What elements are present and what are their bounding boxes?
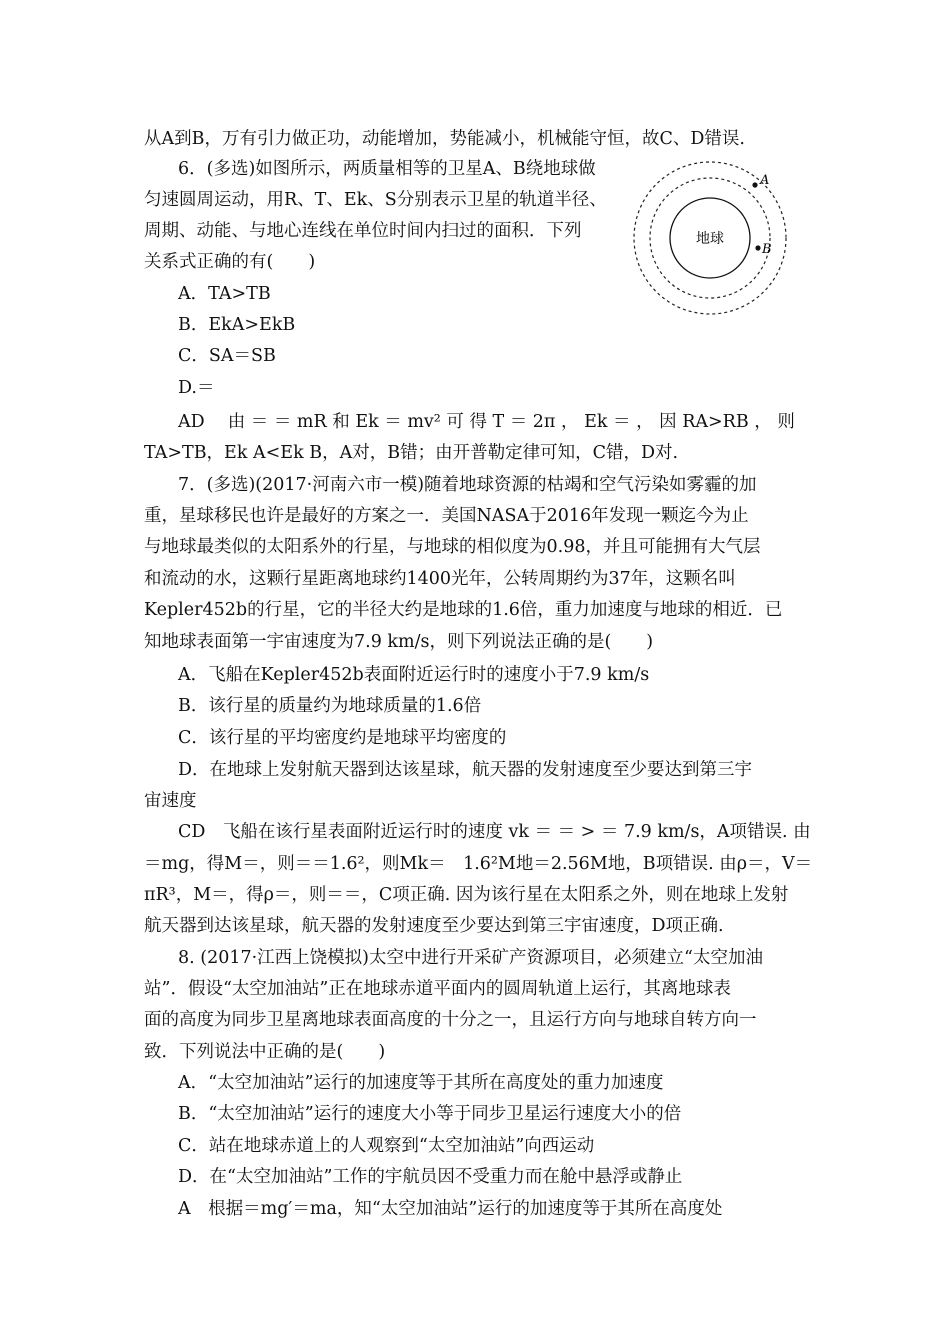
text-line: 与地球最类似的太阳系外的行星，与地球的相似度为0.98，并且可能拥有大气层: [144, 537, 761, 557]
text-line: Kepler452b的行星，它的半径大约是地球的1.6倍，重力加速度与地球的相近．已: [144, 600, 783, 620]
option-a: A．“太空加油站”运行的加速度等于其所在高度处的重力加速度: [178, 1073, 664, 1093]
text-line: 和流动的水，这颗行星距离地球约1400光年，公转周期约为37年，这颗名叫: [144, 569, 736, 589]
text-line: 知地球表面第一宇宙速度为7.9 km/s，则下列说法正确的是( ): [144, 632, 654, 652]
option-b: B．EkA>EkB: [178, 315, 296, 335]
text-line: TA>TB，Ek A<Ek B，A对，B错；由开普勒定律可知，C错，D对.: [144, 443, 679, 463]
option-a: A．飞船在Kepler452b表面附近运行时的速度小于7.9 km/s: [178, 665, 650, 685]
text-line: 从A到B，万有引力做正功，动能增加，势能减小，机械能守恒，故C、D错误.: [144, 129, 745, 149]
text-line: ＝mg，得M＝，则＝＝1.6²，则Mk＝ 1.6²M地＝2.56M地，B项错误. 由ρ＝，V＝: [144, 854, 813, 874]
text-line: 站”．假设“太空加油站”正在地球赤道平面内的圆周轨道上运行，其离地球表: [144, 979, 731, 999]
text-line: 重，星球移民也许是最好的方案之一．美国NASA于2016年发现一颗迄今为止: [144, 506, 749, 526]
option-a: A．TA>TB: [178, 284, 271, 304]
answer-8: A 根据＝mg′＝ma，知“太空加油站”运行的加速度等于其所在高度处: [178, 1199, 723, 1219]
text-line: 关系式正确的有( ): [144, 252, 316, 272]
text-line: 致．下列说法中正确的是( ): [144, 1042, 386, 1062]
option-d: D.＝: [178, 378, 215, 398]
option-c: C．该行星的平均密度约是地球平均密度的: [178, 728, 507, 748]
option-d: D．在“太空加油站”工作的宇航员因不受重力而在舱中悬浮或静止: [178, 1167, 683, 1187]
option-d: D．在地球上发射航天器到达该星球，航天器的发射速度至少要达到第三宇: [178, 760, 753, 780]
option-b: B．该行星的质量约为地球质量的1.6倍: [178, 696, 482, 716]
option-c: C．站在地球赤道上的人观察到“太空加油站”向西运动: [178, 1136, 595, 1156]
text-line: 航天器到达该星球，航天器的发射速度至少要达到第三宇宙速度，D项正确.: [144, 916, 724, 936]
satellite-a: [752, 182, 757, 187]
question-6-stem: 6．(多选)如图所示，两质量相等的卫星A、B绕地球做: [178, 159, 596, 179]
answer-6: AD 由 ＝ ＝ mR 和 Ek ＝ mv² 可 得 T ＝ 2π ， Ek ＝ ， 因 RA>RB ， 则: [178, 412, 795, 432]
text-line: πR³，M＝，得ρ＝，则＝＝，C项正确. 因为该行星在太阳系之外，则在地球上发射: [144, 885, 789, 905]
orbit-diagram: [632, 150, 812, 320]
satellite-b-label: B: [762, 242, 772, 257]
satellite-a-label: A: [760, 173, 770, 188]
question-7-stem: 7．(多选)(2017·河南六市一模)随着地球资源的枯竭和空气污染如雾霾的加: [178, 475, 757, 495]
satellite-b: [755, 245, 760, 250]
text-line: 周期、动能、与地心连线在单位时间内扫过的面积．下列: [144, 221, 582, 241]
option-c: C．SA＝SB: [178, 346, 276, 366]
answer-7: CD 飞船在该行星表面附近运行时的速度 vk ＝ ＝ > ＝ 7.9 km/s，A项错误. 由: [178, 822, 811, 842]
text-line: 面的高度为同步卫星离地球表面高度的十分之一，且运行方向与地球自转方向一: [144, 1010, 757, 1030]
text-line: 宙速度: [144, 791, 197, 811]
question-8-stem: 8. (2017·江西上饶模拟)太空中进行开采矿产资源项目，必须建立“太空加油: [178, 948, 763, 968]
option-b: B．“太空加油站”运行的速度大小等于同步卫星运行速度大小的倍: [178, 1104, 682, 1124]
text-line: 匀速圆周运动，用R、T、Ek、S分别表示卫星的轨道半径、: [144, 190, 607, 210]
earth-label: 地球: [696, 231, 724, 247]
